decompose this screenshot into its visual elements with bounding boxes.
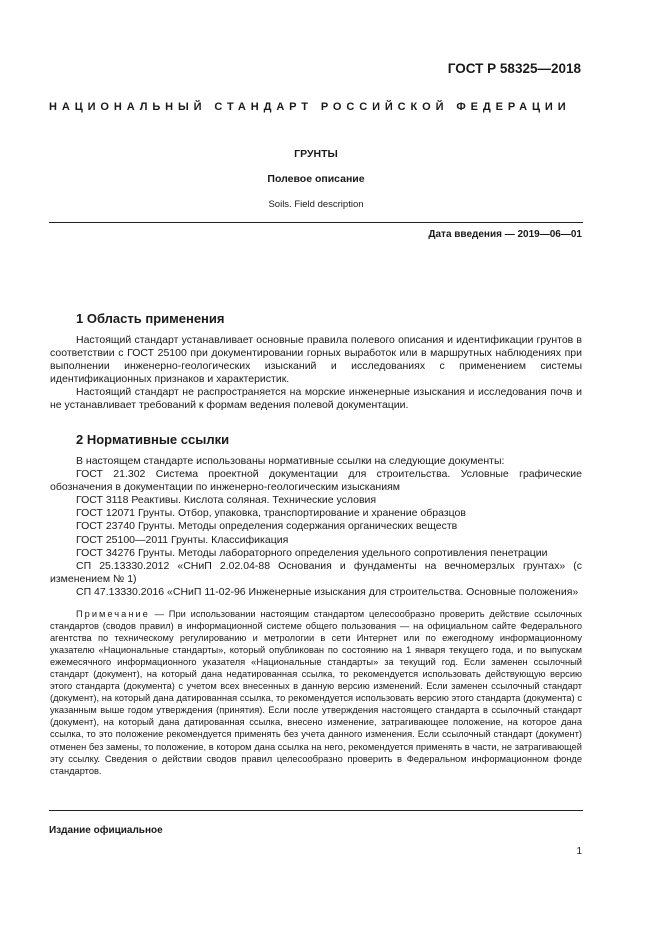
reference-item: ГОСТ 25100—2011 Грунты. Классификация	[76, 533, 289, 546]
section-1-body	[50, 334, 582, 413]
page-number: 1	[576, 846, 582, 857]
official-edition-label: Издание официальное	[49, 825, 163, 836]
section-2-body	[50, 455, 582, 599]
reference-item: СП 25.13330.2012 «СНиП 2.02.04-88 Основания и фундаменты на вечномерзлых грунтах» (с изменением № 1)	[50, 559, 582, 585]
reference-item: ГОСТ 3118 Реактивы. Кислота соляная. Технические условия	[76, 494, 377, 507]
introduction-date: Дата введения — 2019—06—01	[428, 229, 582, 240]
reference-item: ГОСТ 12071 Грунты. Отбор, упаковка, транспортирование и хранение образцов	[76, 507, 466, 520]
standard-title-english: Soils. Field description	[268, 199, 364, 210]
section-2-note	[50, 608, 582, 777]
reference-item: СП 47.13330.2016 «СНиП 11-02-96 Инженерные изыскания для строительства. Основные положения»	[76, 585, 579, 598]
document-number: ГОСТ Р 58325—2018	[447, 61, 581, 76]
note-text: — При использовании настоящим стандартом целесообразно проверить действие ссылочных стандартов (сводов правил) в информационной системе общего пользования — на официальном сайте Федерального агентства по техническому регулированию и метрологии в сети Интернет или по ежегодному информационному указателю «Национальные стандарты», который опубликован по состоянию на 1 января текущего года, и по выпускам ежемесячного информационного указателя «Национальные стандарты» за текущий год. Если заменен ссылочный стандарт (документ), на который дана недатированная ссылка, то рекомендуется использовать действующую версию этого стандарта (документа) с учетом всех внесенных в данную версию изменений. Если заменен ссылочный стандарт (документ), на который дана датированная ссылка, то рекомендуется использовать версию этого стандарта (документа) с указанным выше годом утверждения (принятия). Если после утверждения настоящего стандарта в ссылочный стандарт (документ), на который дана датированная ссылка, внесено изменение, затрагивающее положение, на которое дана ссылка, то это положение рекомендуется применять без учета данного изменения. Если ссылочный стандарт (документ) отменен без замены, то положение, в котором дана ссылка на него, рекомендуется применять в части, не затрагивающей эту ссылку. Сведения о действии сводов правил целесообразно проверить в Федеральном информационном фонде стандартов.	[50, 609, 582, 776]
header-divider	[49, 222, 583, 223]
note-label: Примечание	[76, 609, 150, 619]
reference-item: ГОСТ 23740 Грунты. Методы определения содержания органических веществ	[76, 520, 458, 533]
reference-item: ГОСТ 21.302 Система проектной документации для строительства. Условные графические обозначения в документации по инженерно-геологическим изысканиям	[50, 468, 582, 494]
section-2-intro: В настоящем стандарте использованы нормативные ссылки на следующие документы:	[76, 455, 505, 467]
section-1-paragraph: Настоящий стандарт устанавливает основные правила полевого описания и идентификации грунтов в соответствии с ГОСТ 25100 при документировании горных выработок или в маршрутных наблюдениях при выполнении инженерно-геологических изысканий и исследованиях с применением системы идентификационных признаков и характеристик.	[50, 334, 582, 386]
section-1-paragraph: Настоящий стандарт не распространяется на морские инженерные изыскания и исследования почв и не устанавливает требований к формам ведения полевой документации.	[50, 386, 582, 412]
standard-subtitle: Полевое описание	[267, 173, 365, 185]
reference-item: ГОСТ 34276 Грунты. Методы лабораторного определения удельного сопротивления пенетрации	[76, 546, 548, 559]
section-2-heading: 2 Нормативные ссылки	[76, 432, 230, 447]
footer-divider	[49, 810, 583, 811]
national-standard-title: НАЦИОНАЛЬНЫЙ СТАНДАРТ РОССИЙСКОЙ ФЕДЕРАЦИИ	[49, 101, 571, 113]
standard-title: ГРУНТЫ	[294, 148, 338, 160]
section-1-heading: 1 Область применения	[76, 311, 225, 326]
